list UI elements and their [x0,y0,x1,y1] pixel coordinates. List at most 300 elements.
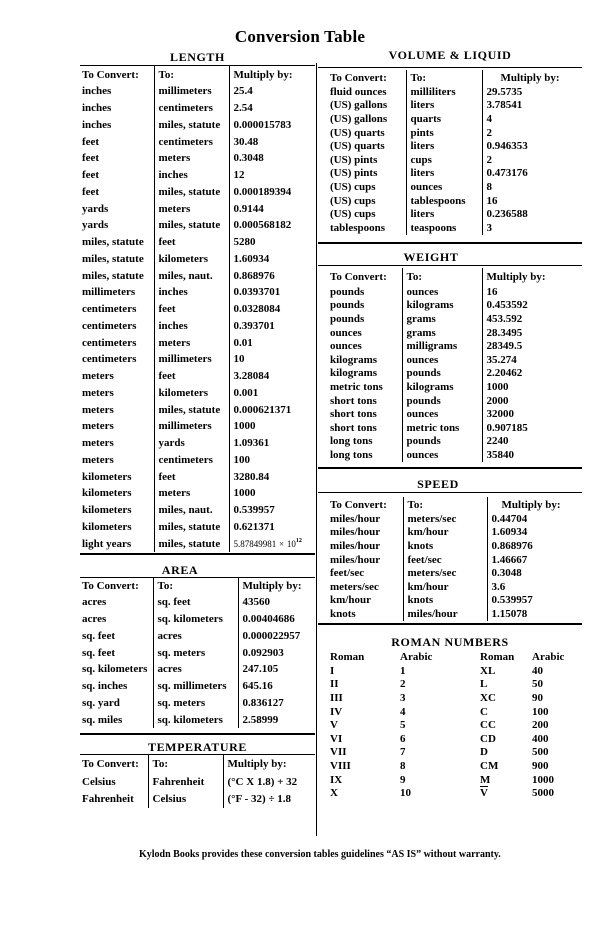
to-cell: Fahrenheit [148,773,223,791]
temperature-table [80,755,316,808]
from-cell: meters [82,437,114,450]
to-cell: pounds [402,394,482,408]
table-row [80,351,316,368]
arabic-cell: 1000 [532,773,554,786]
from-cell: (US) pints [330,153,378,166]
to-cell: pints [406,126,482,140]
factor-cell: 0.00404686 [238,611,316,628]
from-cell: short tons [330,408,377,421]
factor-cell: 25.4 [229,83,316,100]
to-cell: teaspoons [406,221,482,235]
factor-cell: (°C X 1.8) + 32 [223,773,316,791]
from-cell: tablespoons [330,221,386,234]
roman-cell: C [480,705,488,718]
factor-cell: 1.46667 [487,553,584,567]
table-row [80,401,316,418]
table-row [80,318,316,335]
header-cell: To: [406,70,482,85]
to-cell: miles, naut. [154,502,229,519]
from-cell: feet [82,169,100,182]
factor-cell: 0.3048 [487,566,584,580]
from-cell: sq. feet [82,629,115,642]
roman-cell: L [480,678,488,691]
table-row [80,418,316,435]
from-cell: meters [82,420,114,433]
to-cell: pounds [402,367,482,381]
from-cell: meters [82,370,114,383]
table-row [80,167,316,184]
factor-cell: 0.946353 [482,139,584,153]
factor-cell: 3.6 [487,580,584,594]
table-row [328,126,584,140]
table-row [80,644,316,661]
to-cell: acres [153,628,238,645]
table-row [328,380,584,394]
speed-table [328,497,584,621]
roman-table [328,650,584,800]
table-row [80,519,316,536]
arabic-cell: 500 [532,746,549,759]
header-cell: To: [148,755,223,773]
from-cell: meters [82,403,114,416]
factor-cell: 100 [229,452,316,469]
table-row [80,184,316,201]
from-cell: long tons [330,435,373,448]
from-cell: yards [82,219,109,232]
table-row [328,539,584,553]
center-divider [316,63,317,836]
header-cell: To Convert: [330,498,387,511]
volume-bottom-rule [318,242,582,244]
from-cell: sq. inches [82,680,128,693]
factor-cell: 645.16 [238,678,316,695]
to-cell: miles/hour [403,607,487,621]
table-row [328,312,584,326]
temperature-section-title: TEMPERATURE [147,740,248,754]
from-cell: feet [82,135,100,148]
from-cell: kilometers [82,520,132,533]
from-cell: miles/hour [330,553,381,566]
from-cell: feet/sec [330,567,365,580]
from-cell: ounces [330,326,362,339]
to-cell: feet [154,234,229,251]
table-row [80,678,316,695]
from-cell: pounds [330,299,365,312]
table-row [328,139,584,153]
table-row [328,407,584,421]
header-cell: Multiply by: [238,578,316,594]
from-cell: yards [82,202,109,215]
from-cell: centimeters [82,336,137,349]
factor-cell: 0.907185 [482,421,584,435]
table-row [328,99,584,113]
factor-cell: 0.868976 [487,539,584,553]
table-row [80,535,316,552]
factor-cell: 35840 [482,448,584,462]
area-table [80,578,316,728]
table-row [80,267,316,284]
table-row [328,153,584,167]
from-cell: sq. kilometers [82,663,148,676]
from-cell: (US) pints [330,167,378,180]
arabic-cell: 90 [532,691,543,704]
factor-cell: 2.58999 [238,711,316,728]
to-cell: centimeters [154,452,229,469]
factor-cell: 0.0328084 [229,301,316,318]
factor-cell: 10 [229,351,316,368]
to-cell: acres [153,661,238,678]
length-bottom-rule [80,553,315,555]
header-cell: To Convert: [330,270,387,283]
from-cell: centimeters [82,353,137,366]
factor-cell: 2000 [482,394,584,408]
table-row [80,217,316,234]
from-cell: inches [82,118,112,131]
table-row [80,628,316,645]
table-row [80,485,316,502]
factor-cell: 0.01 [229,334,316,351]
to-cell: miles, statute [154,519,229,536]
table-row [328,285,584,299]
table-row [80,773,316,791]
factor-cell: 2.20462 [482,367,584,381]
table-row [328,194,584,208]
factor-cell: 3280.84 [229,468,316,485]
to-cell: km/hour [403,526,487,540]
table-row [328,221,584,235]
table-row [80,468,316,485]
factor-cell: 0.868976 [229,267,316,284]
arabic-cell: 50 [532,678,543,691]
length-table [80,66,316,552]
factor-cell: 0.000015783 [229,117,316,134]
from-cell: miles, statute [82,269,144,282]
to-cell: knots [403,539,487,553]
table-row [80,791,316,809]
factor-mantissa: 5.87849981 [233,538,277,549]
length-header-row [80,66,316,83]
to-cell: centimeters [154,100,229,117]
to-cell: kilograms [402,299,482,313]
area-header-row [80,578,316,594]
to-cell: metric tons [402,421,482,435]
roman-cell: VIII [330,759,351,772]
to-cell: liters [406,99,482,113]
factor-cell: 0.393701 [229,318,316,335]
from-cell: miles, statute [82,252,144,265]
factor-cell: 0.836127 [238,695,316,712]
factor-exponent: 12 [295,537,302,544]
arabic-cell: 900 [532,759,549,772]
to-cell: pounds [402,435,482,449]
factor-cell: 4 [482,112,584,126]
to-cell: centimeters [154,133,229,150]
to-cell: meters/sec [403,566,487,580]
from-cell: miles/hour [330,512,381,525]
to-cell: kilograms [402,380,482,394]
roman-cell: IX [330,773,343,786]
from-cell: light years [82,537,132,550]
from-cell: Celsius [82,775,116,788]
factor-cell: 1.60934 [229,251,316,268]
factor-cell: 0.44704 [487,512,584,526]
roman-cell: XC [480,691,496,704]
arabic-cell: 9 [400,773,406,786]
header-cell: Roman [480,651,515,663]
to-cell: km/hour [403,580,487,594]
factor-cell: 1000 [229,418,316,435]
to-cell: feet/sec [403,553,487,567]
table-row [328,394,584,408]
factor-cell: 0.000568182 [229,217,316,234]
factor-cell: 2 [482,126,584,140]
to-cell: miles, naut. [154,267,229,284]
arabic-cell: 8 [400,759,406,772]
arabic-cell: 100 [532,705,549,718]
to-cell: knots [403,594,487,608]
table-row [328,746,584,760]
volume-header-row [328,70,584,85]
factor-cell: 0.539957 [487,594,584,608]
from-cell: ounces [330,340,362,353]
from-cell: knots [330,607,356,620]
to-cell: inches [154,167,229,184]
from-cell: sq. miles [82,713,123,726]
table-row [328,732,584,746]
factor-cell: 16 [482,194,584,208]
table-row [80,711,316,728]
to-cell: yards [154,435,229,452]
header-cell: Multiply by: [229,66,316,83]
from-cell: miles/hour [330,539,381,552]
table-row [328,594,584,608]
factor-cell: 0.000022957 [238,628,316,645]
factor-cell [229,535,316,552]
table-row [80,334,316,351]
roman-cell: VI [330,732,343,745]
roman-cell: IV [330,705,343,718]
from-cell: kilograms [330,353,378,366]
to-cell: millimeters [154,83,229,100]
to-cell: meters [154,200,229,217]
table-row [328,607,584,621]
arabic-cell: 5000 [532,787,554,800]
arabic-cell: 10 [400,787,411,800]
to-cell: millimeters [154,418,229,435]
factor-cell: 0.001 [229,385,316,402]
to-cell: meters [154,334,229,351]
speed-header-row [328,497,584,512]
to-cell: sq. meters [153,644,238,661]
to-cell: kilometers [154,251,229,268]
from-cell: miles, statute [82,236,144,249]
from-cell: sq. feet [82,646,115,659]
arabic-cell: 3 [400,691,406,704]
weight-section-title: WEIGHT [403,250,459,264]
table-row [328,299,584,313]
roman-cell: CC [480,719,496,732]
factor-cell: 35.274 [482,353,584,367]
factor-cell: 5280 [229,234,316,251]
table-row [80,117,316,134]
roman-cell: D [480,746,488,759]
roman-cell: XL [480,664,496,677]
to-cell: ounces [402,448,482,462]
factor-cell: 0.453592 [482,299,584,313]
from-cell: (US) cups [330,194,376,207]
from-cell: km/hour [330,594,371,607]
table-row [80,83,316,100]
to-cell: feet [154,468,229,485]
to-cell: quarts [406,112,482,126]
header-cell: Multiply by: [482,268,584,285]
roman-header-row [328,650,584,664]
arabic-cell: 400 [532,732,549,745]
length-section-title: LENGTH [170,50,225,64]
from-cell: feet [82,185,100,198]
to-cell: ounces [402,407,482,421]
factor-cell: 0.9144 [229,200,316,217]
to-cell: miles, statute [154,217,229,234]
factor-cell: 28.3495 [482,326,584,340]
factor-base: 10 [286,538,296,549]
from-cell: long tons [330,448,373,461]
table-row [80,368,316,385]
header-cell: Multiply by: [487,497,584,512]
table-row [328,664,584,678]
area-bottom-rule [80,733,315,735]
to-cell: miles, statute [154,535,229,552]
header-cell: To Convert: [330,71,387,84]
to-cell: inches [154,318,229,335]
page-title: Conversion Table [234,27,366,46]
to-cell: feet [154,368,229,385]
from-cell: sq. yard [82,696,120,709]
table-row [80,695,316,712]
table-row [328,691,584,705]
header-cell: To Convert: [82,68,139,81]
factor-cell: 453.592 [482,312,584,326]
from-cell: inches [82,85,112,98]
table-row [328,678,584,692]
table-row [80,452,316,469]
header-cell: Arabic [400,651,433,663]
factor-cell: 29.5735 [482,85,584,99]
roman-cell: $\overline{V}$ [480,787,488,800]
factor-cell: 0.473176 [482,167,584,181]
to-cell: sq. meters [153,695,238,712]
volume-section-title: VOLUME & LIQUID [388,48,512,62]
factor-cell: 3.78541 [482,99,584,113]
table-row [80,284,316,301]
to-cell: miles, statute [154,184,229,201]
arabic-cell: 5 [400,719,406,732]
volume-table [328,70,584,235]
table-row [328,353,584,367]
table-row [328,112,584,126]
from-cell: short tons [330,394,377,407]
speed-bottom-rule [318,623,582,625]
roman-cell: CM [480,759,499,772]
factor-cell: 0.621371 [229,519,316,536]
arabic-cell: 6 [400,732,406,745]
weight-top-rule [318,265,582,266]
from-cell: short tons [330,421,377,434]
roman-cell: X [330,787,338,800]
from-cell: (US) quarts [330,140,385,153]
factor-cell: 32000 [482,407,584,421]
factor-cell: 30.48 [229,133,316,150]
table-row [80,502,316,519]
from-cell: (US) cups [330,180,376,193]
factor-cell: (°F - 32) ÷ 1.8 [223,791,316,809]
header-cell: Multiply by: [223,755,316,773]
factor-cell: 1.09361 [229,435,316,452]
to-cell: milligrams [402,339,482,353]
roman-cell: V [330,719,338,732]
from-cell: feet [82,152,100,165]
factor-cell: 3.28084 [229,368,316,385]
to-cell: inches [154,284,229,301]
table-row [328,718,584,732]
table-row [328,580,584,594]
factor-cell: 28349.5 [482,339,584,353]
roman-cell: CD [480,732,496,745]
table-row [328,421,584,435]
to-cell: miles, statute [154,401,229,418]
arabic-cell: 2 [400,678,406,691]
to-cell: Celsius [148,791,223,809]
arabic-cell: 200 [532,719,549,732]
factor-cell: 1000 [229,485,316,502]
temperature-header-row [80,755,316,773]
table-row [80,133,316,150]
factor-cell: 0.236588 [482,207,584,221]
weight-table [328,268,584,462]
to-cell: sq. kilometers [153,611,238,628]
from-cell: kilometers [82,504,132,517]
from-cell: centimeters [82,319,137,332]
table-row [328,553,584,567]
table-row [80,301,316,318]
from-cell: inches [82,102,112,115]
to-cell: millimeters [154,351,229,368]
to-cell: grams [402,326,482,340]
arabic-cell: 7 [400,746,406,759]
from-cell: (US) gallons [330,112,388,125]
factor-cell: 1.60934 [487,526,584,540]
header-cell: To Convert: [82,758,139,770]
speed-top-rule [318,492,582,493]
table-row [328,566,584,580]
arabic-cell: 4 [400,705,406,718]
factor-cell: 0.3048 [229,150,316,167]
table-row [80,594,316,611]
table-row [328,367,584,381]
factor-cell: 0.000189394 [229,184,316,201]
roman-cell: II [330,678,339,691]
from-cell: meters/sec [330,580,379,593]
factor-cell: 0.092903 [238,644,316,661]
table-row [80,200,316,217]
to-cell: liters [406,139,482,153]
roman-cell: VII [330,746,347,759]
to-cell: meters/sec [403,512,487,526]
from-cell: millimeters [82,286,136,299]
from-cell: fluid ounces [330,85,387,98]
factor-cell: 2.54 [229,100,316,117]
to-cell: grams [402,312,482,326]
